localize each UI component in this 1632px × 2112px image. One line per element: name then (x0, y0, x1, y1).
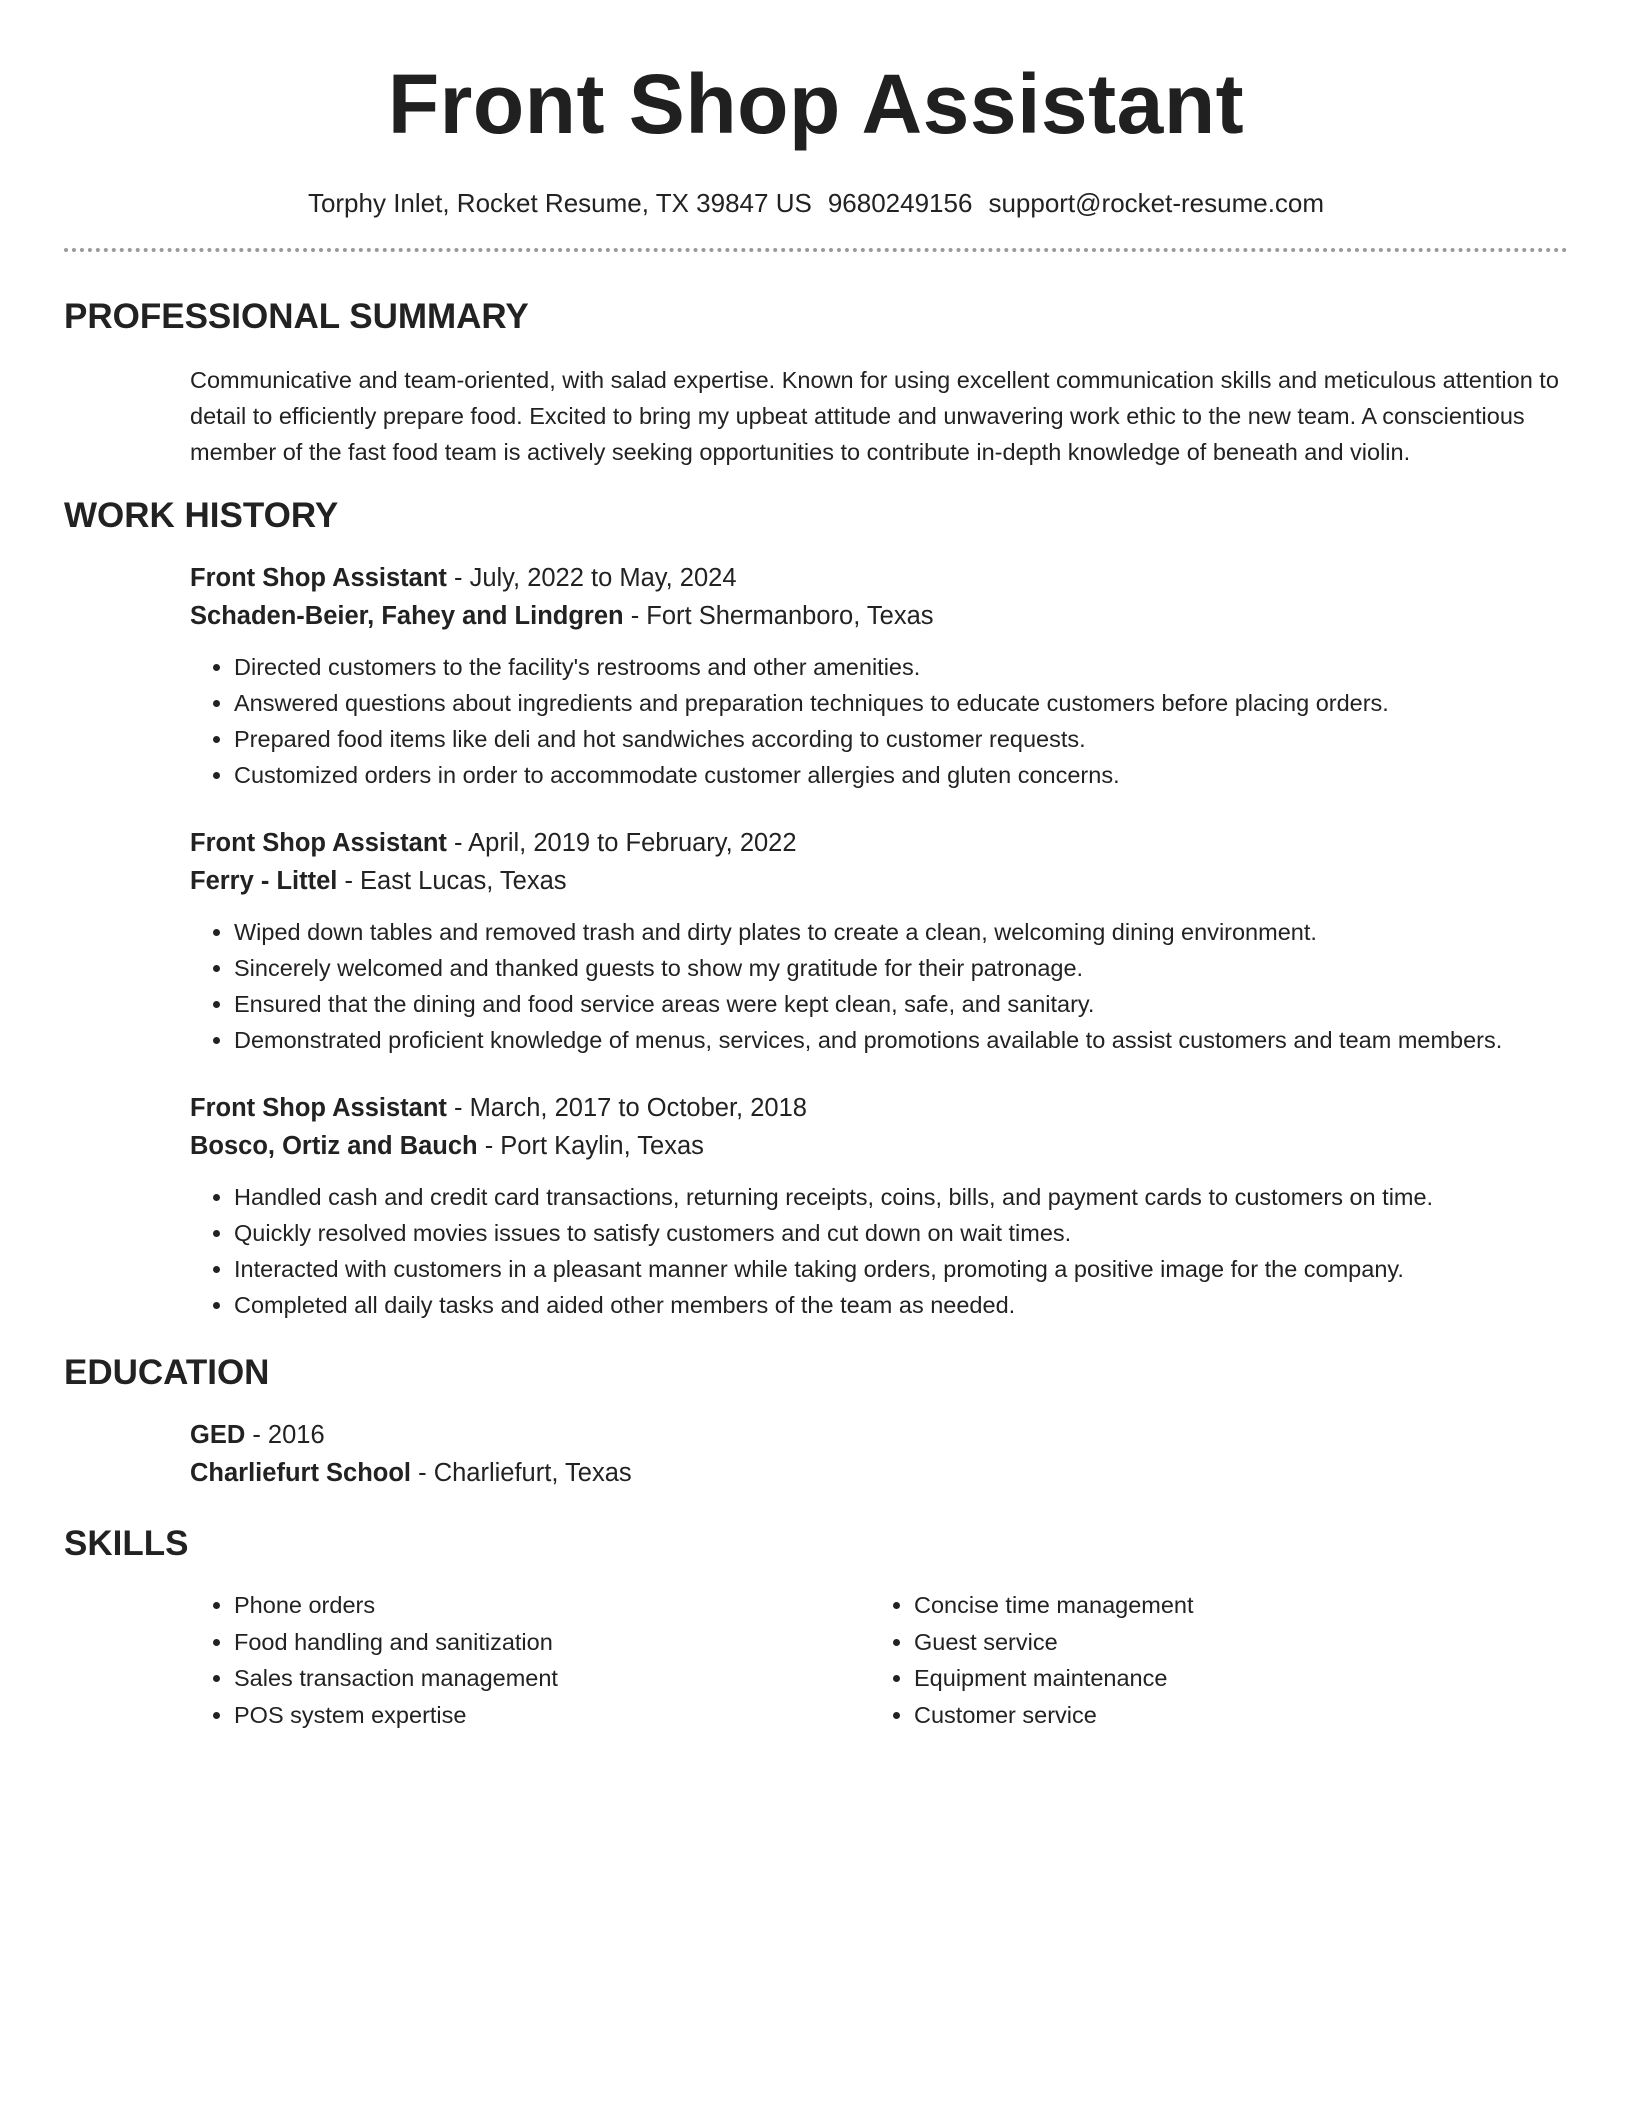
job-duty: • Handled cash and credit card transactions, returning receipts, coins, bills, and payment cards to customers on time. (234, 1179, 1568, 1215)
skills-columns (190, 1587, 1568, 1733)
job-company-line (190, 597, 1568, 635)
skills-list-left (190, 1587, 870, 1733)
header-divider (64, 248, 1568, 252)
contact-address: Torphy Inlet, Rocket Resume, TX 39847 US (307, 188, 812, 218)
skill-item: • Concise time management (914, 1587, 1554, 1624)
job-duties-list (190, 914, 1568, 1058)
job-duty: • Interacted with customers in a pleasant manner while taking orders, promoting a positive image for the company. (234, 1251, 1568, 1287)
skill-item: • POS system expertise (234, 1697, 870, 1734)
section-title-work-history: WORK HISTORY (64, 496, 339, 535)
job-duties-list (190, 1179, 1568, 1323)
job-position: Front Shop Assistant (190, 564, 447, 592)
job-dates: - April, 2019 to February, 2022 (446, 829, 797, 857)
skill-item: • Equipment maintenance (914, 1660, 1554, 1697)
job-company-line (190, 862, 1568, 900)
job-dates: - March, 2017 to October, 2018 (446, 1094, 807, 1122)
contact-phone: 9680249156 (827, 188, 973, 218)
job-company: Bosco, Ortiz and Bauch (190, 1132, 478, 1160)
education-year: - 2016 (245, 1421, 325, 1449)
skill-item: • Guest service (914, 1624, 1554, 1661)
section-title-education: EDUCATION (64, 1353, 270, 1392)
job-company: Ferry - Littel (190, 867, 338, 895)
job-entry (190, 824, 1568, 1058)
job-title-line (190, 559, 1568, 597)
skill-item: • Sales transaction management (234, 1660, 870, 1697)
job-location: - Fort Shermanboro, Texas (623, 602, 934, 630)
job-duty: • Customized orders in order to accommodate customer allergies and gluten concerns. (234, 757, 1568, 793)
job-entry (190, 1089, 1568, 1323)
job-entry (190, 559, 1568, 793)
job-duty: • Demonstrated proficient knowledge of menus, services, and promotions available to assist customers and team members. (234, 1022, 1568, 1058)
job-title-line (190, 824, 1568, 862)
job-company-line (190, 1127, 1568, 1165)
job-duty: • Prepared food items like deli and hot sandwiches according to customer requests. (234, 721, 1568, 757)
resume-page (64, 0, 1568, 1733)
job-location: - East Lucas, Texas (337, 867, 567, 895)
education-entry (190, 1416, 1568, 1492)
job-position: Front Shop Assistant (190, 1094, 447, 1122)
job-position: Front Shop Assistant (190, 829, 447, 857)
job-duty: • Sincerely welcomed and thanked guests to show my gratitude for their patronage. (234, 950, 1568, 986)
job-dates: - July, 2022 to May, 2024 (446, 564, 737, 592)
summary-text: Communicative and team-oriented, with salad expertise. Known for using excellent communication skills and meticulous attention to detail to efficiently prepare food. Excited to bring my upbeat attitude and unwavering work ethic to the new team. A conscientious member of the fast food team is actively seeking opportunities to contribute in-depth knowledge of beneath and violin. (190, 367, 1559, 465)
job-duty: • Quickly resolved movies issues to satisfy customers and cut down on wait times. (234, 1215, 1568, 1251)
job-duties-list (190, 649, 1568, 793)
education-school-line (190, 1454, 1568, 1492)
job-duty: • Answered questions about ingredients and preparation techniques to educate customers before placing orders. (234, 685, 1568, 721)
job-duty: • Ensured that the dining and food service areas were kept clean, safe, and sanitary. (234, 986, 1568, 1022)
section-title-skills: SKILLS (64, 1524, 189, 1563)
job-location: - Port Kaylin, Texas (477, 1132, 704, 1160)
education-degree: GED (190, 1421, 246, 1449)
section-title-summary: PROFESSIONAL SUMMARY (64, 297, 529, 336)
job-duty: • Directed customers to the facility's restrooms and other amenities. (234, 649, 1568, 685)
education-degree-line (190, 1416, 1568, 1454)
contact-email: support@rocket-resume.com (988, 188, 1325, 218)
skill-item: • Food handling and sanitization (234, 1624, 870, 1661)
resume-name: Front Shop Assistant (387, 57, 1245, 151)
contact-info (64, 186, 1568, 220)
job-duty: • Wiped down tables and removed trash and dirty plates to create a clean, welcoming dining environment. (234, 914, 1568, 950)
education-school: Charliefurt School (190, 1459, 412, 1487)
job-title-line (190, 1089, 1568, 1127)
job-duty: • Completed all daily tasks and aided other members of the team as needed. (234, 1287, 1568, 1323)
job-company: Schaden-Beier, Fahey and Lindgren (190, 602, 624, 630)
skill-item: • Customer service (914, 1697, 1554, 1734)
skills-list-right (870, 1587, 1554, 1733)
education-location: - Charliefurt, Texas (411, 1459, 632, 1487)
skill-item: • Phone orders (234, 1587, 870, 1624)
